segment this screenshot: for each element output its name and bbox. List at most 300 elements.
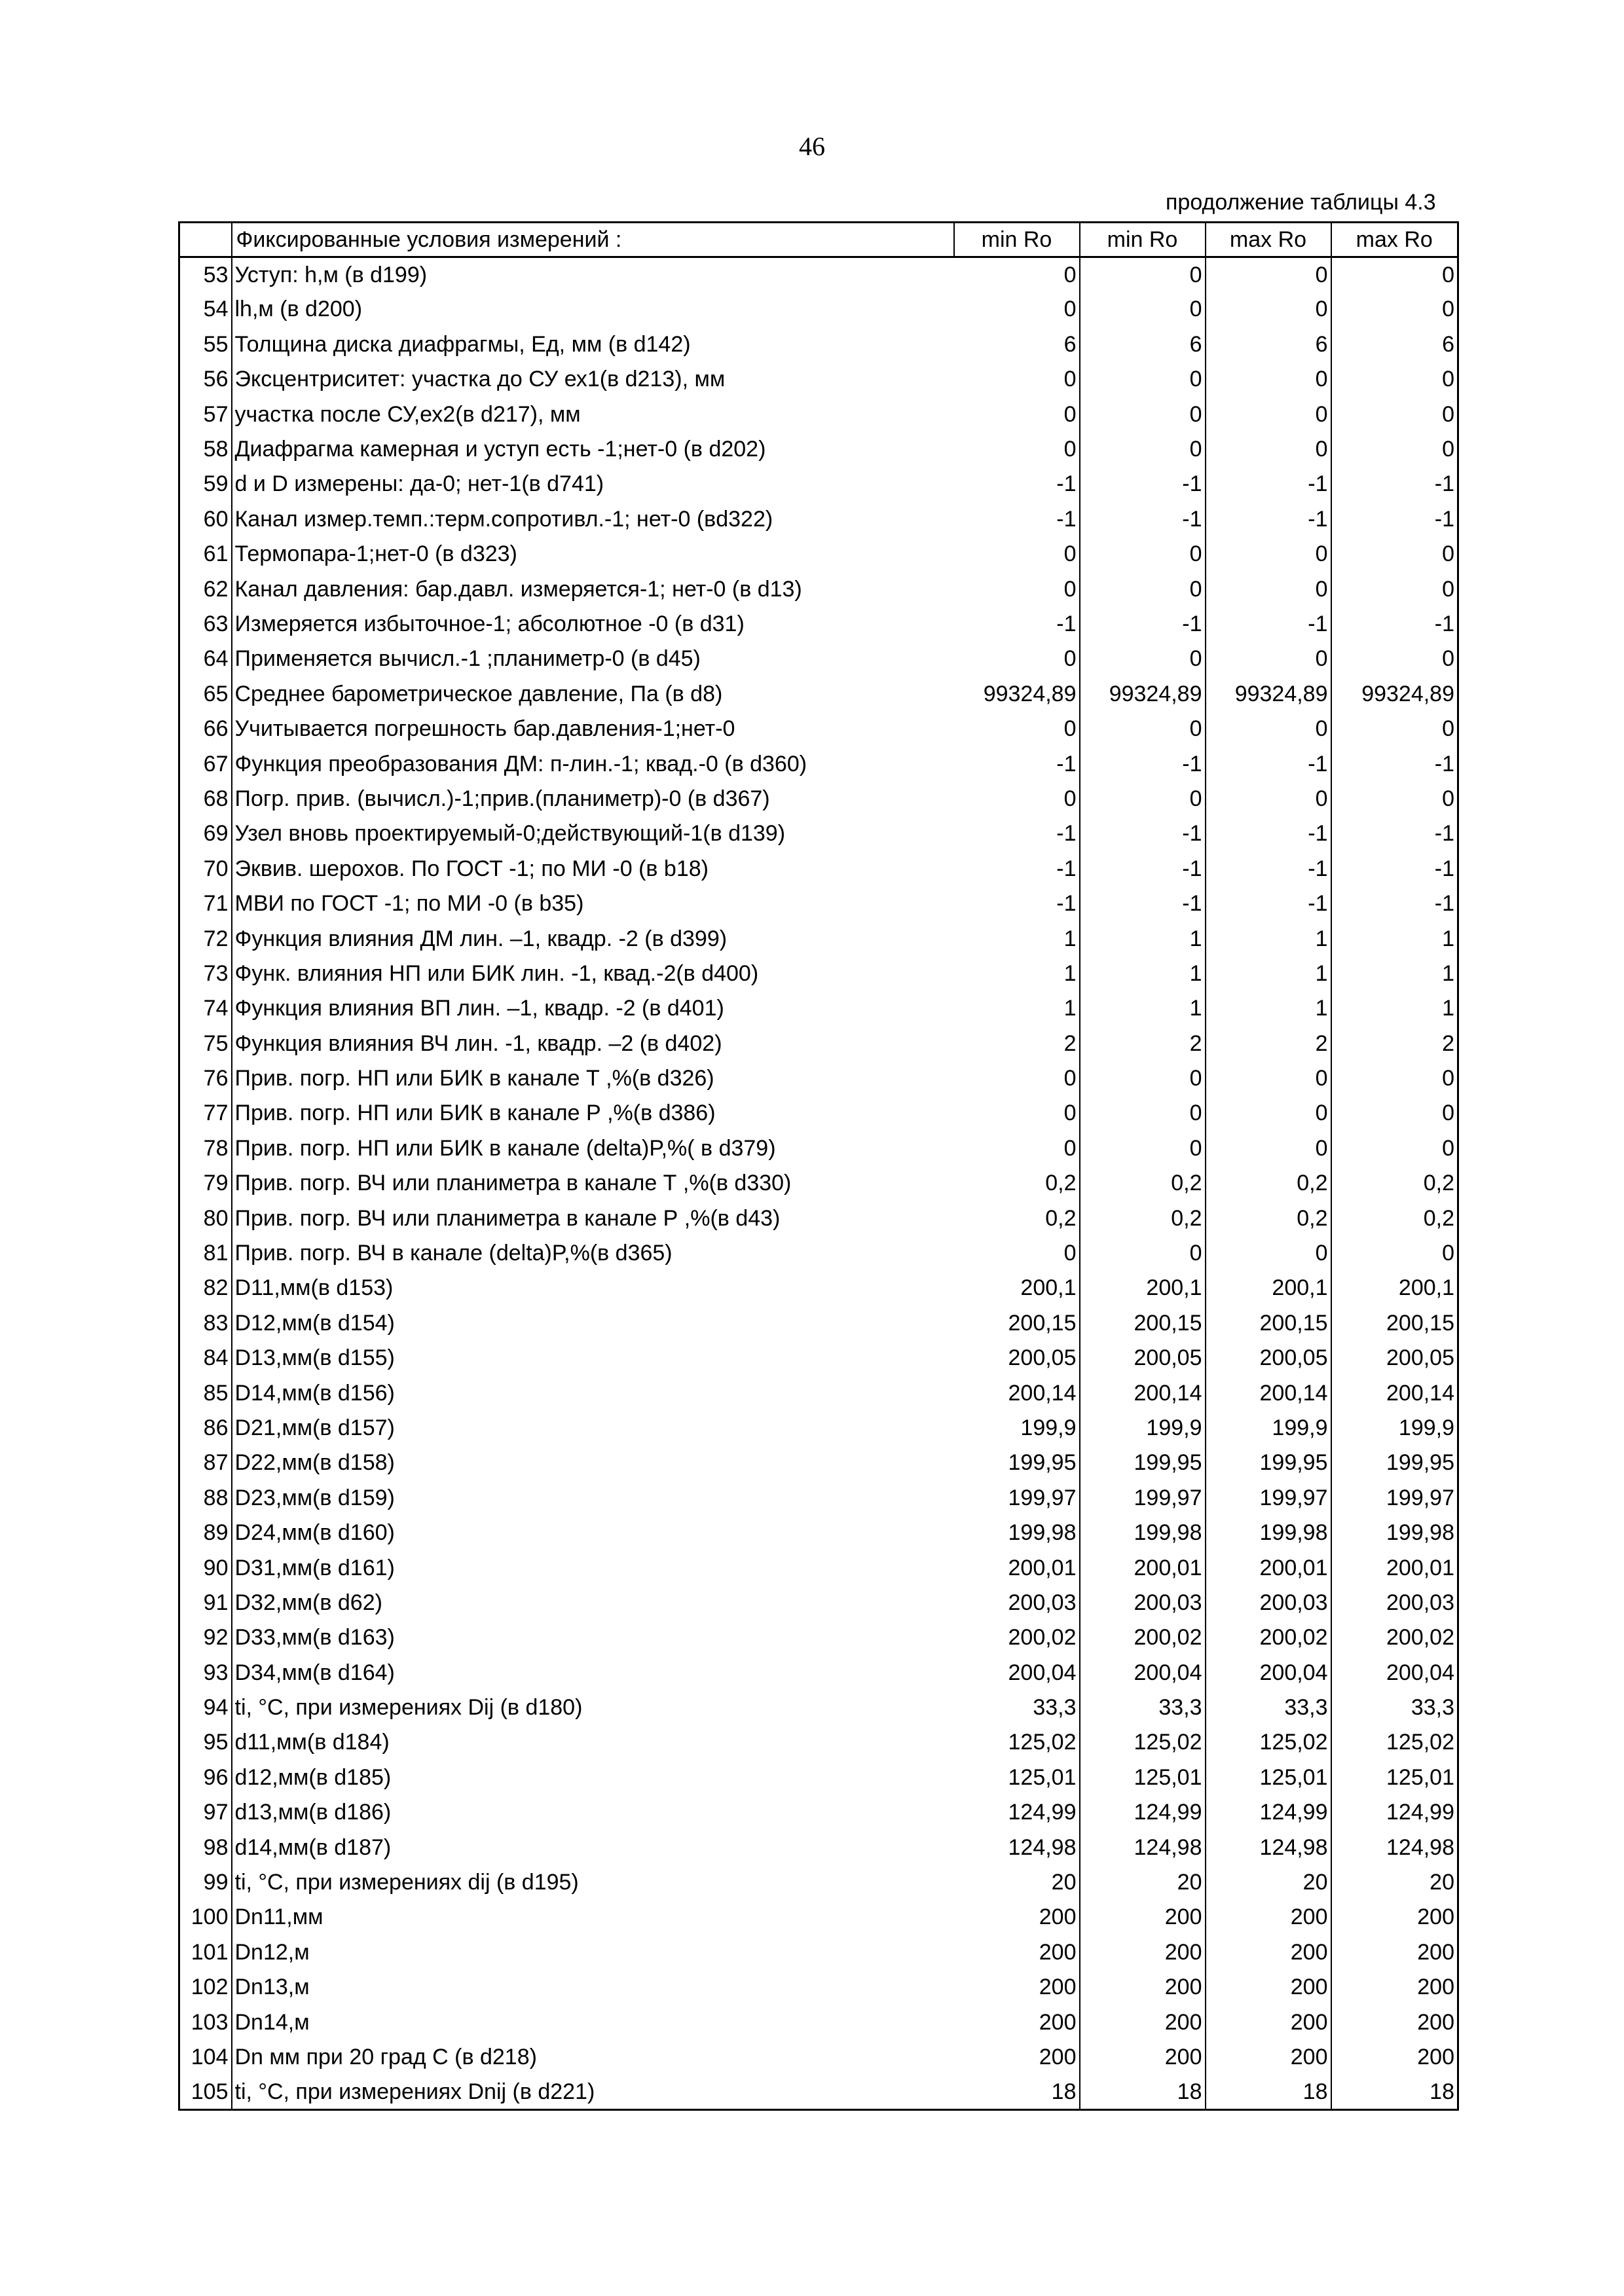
- table-row: [179, 1341, 1458, 1376]
- row-value-1: 200,03: [954, 1586, 1080, 1620]
- table-row: [179, 1970, 1458, 2005]
- row-value-3: 0: [1206, 1096, 1331, 1131]
- row-label: Учитывается погрешность бар.давления-1;нет-0: [234, 716, 735, 742]
- row-value-3: 20: [1206, 1865, 1331, 1900]
- row-value-4: 18: [1331, 2075, 1458, 2109]
- row-value-3: 200,04: [1206, 1656, 1331, 1690]
- table-row: [179, 852, 1458, 886]
- row-value-2: 18: [1080, 2075, 1206, 2109]
- row-number: 99: [179, 1865, 232, 1900]
- row-value-2: 0: [1080, 642, 1206, 676]
- row-number: 58: [179, 432, 232, 467]
- row-value-4: 0: [1331, 1131, 1458, 1166]
- row-value-1: 200,15: [954, 1306, 1080, 1341]
- row-value-2: 0: [1080, 1061, 1206, 1096]
- row-value-4: 199,98: [1331, 1516, 1458, 1550]
- row-label: Прив. погр. ВЧ или планиметра в канале Т ,%(в d330): [234, 1171, 792, 1196]
- row-label: Эквив. шерохов. По ГОСТ -1; по МИ -0 (в b18): [234, 856, 709, 881]
- row-value-4: 200,05: [1331, 1341, 1458, 1376]
- row-value-4: 0: [1331, 292, 1458, 327]
- header-column-4: max Ro: [1331, 223, 1458, 257]
- row-value-4: 124,99: [1331, 1795, 1458, 1830]
- row-value-4: 200: [1331, 1970, 1458, 2005]
- row-label: Прив. погр. НП или БИК в канале Т ,%(в d326): [234, 1066, 714, 1091]
- row-value-3: 0,2: [1206, 1201, 1331, 1235]
- table-row: [179, 572, 1458, 606]
- row-value-2: 0,2: [1080, 1201, 1206, 1235]
- table-header-row: [179, 223, 1458, 257]
- row-value-4: 0: [1331, 1236, 1458, 1271]
- row-value-4: 0: [1331, 642, 1458, 676]
- row-label: Функ. влияния НП или БИК лин. -1, квад.-2(в d400): [234, 960, 759, 986]
- row-label: Прив. погр. НП или БИК в канале Р ,%(в d386): [234, 1101, 716, 1126]
- row-number: 79: [179, 1166, 232, 1201]
- row-value-2: 200,02: [1080, 1620, 1206, 1655]
- row-label: D13,мм(в d155): [234, 1345, 395, 1371]
- row-value-1: 200,02: [954, 1620, 1080, 1655]
- measurement-conditions-table: [178, 221, 1459, 2111]
- table-row: [179, 1376, 1458, 1410]
- row-value-3: 200,03: [1206, 1586, 1331, 1620]
- table-row: [179, 1166, 1458, 1201]
- row-value-4: 1: [1331, 957, 1458, 991]
- row-value-2: 200,1: [1080, 1271, 1206, 1305]
- row-value-3: 200,1: [1206, 1271, 1331, 1305]
- table-row: [179, 1656, 1458, 1690]
- row-value-3: 200,02: [1206, 1620, 1331, 1655]
- row-value-3: 124,98: [1206, 1830, 1331, 1865]
- table-row: [179, 257, 1458, 292]
- row-value-2: 200: [1080, 2040, 1206, 2075]
- row-value-2: 124,99: [1080, 1795, 1206, 1830]
- row-label: ti, °С, при измерениях Dij (в d180): [234, 1695, 583, 1721]
- row-value-4: 2: [1331, 1026, 1458, 1061]
- row-value-3: 200,15: [1206, 1306, 1331, 1341]
- row-value-3: 0: [1206, 292, 1331, 327]
- row-value-2: 0: [1080, 397, 1206, 431]
- row-value-1: 200,01: [954, 1550, 1080, 1585]
- row-label: Dn мм при 20 град С (в d218): [234, 2045, 537, 2069]
- row-value-2: 0: [1080, 572, 1206, 606]
- table-row: [179, 677, 1458, 712]
- row-label: Эксцентриситет: участка до СУ ех1(в d213), мм: [234, 367, 726, 392]
- row-value-3: 200: [1206, 1935, 1331, 1970]
- row-value-3: -1: [1206, 502, 1331, 537]
- row-value-3: 18: [1206, 2075, 1331, 2109]
- header-column-2: min Ro: [1080, 223, 1206, 257]
- row-value-3: 200: [1206, 2005, 1331, 2039]
- table-row: [179, 467, 1458, 501]
- row-label: D11,мм(в d153): [234, 1275, 394, 1301]
- row-value-2: 200: [1080, 2005, 1206, 2039]
- row-value-1: 199,9: [954, 1411, 1080, 1446]
- table-row: [179, 1795, 1458, 1830]
- table-row: [179, 642, 1458, 676]
- row-value-4: 20: [1331, 1865, 1458, 1900]
- row-value-4: 99324,89: [1331, 677, 1458, 712]
- table-row: [179, 1550, 1458, 1585]
- row-value-1: 124,99: [954, 1795, 1080, 1830]
- row-value-3: -1: [1206, 607, 1331, 642]
- row-label: D23,мм(в d159): [234, 1485, 395, 1510]
- row-value-2: 2: [1080, 1026, 1206, 1061]
- row-number: 105: [179, 2075, 232, 2109]
- row-value-2: 200,14: [1080, 1376, 1206, 1410]
- table-row: [179, 1725, 1458, 1760]
- row-label: D24,мм(в d160): [234, 1520, 395, 1546]
- row-number: 65: [179, 677, 232, 712]
- row-value-3: -1: [1206, 746, 1331, 781]
- table-row: [179, 1481, 1458, 1516]
- row-value-1: 200: [954, 1970, 1080, 2005]
- row-number: 88: [179, 1481, 232, 1516]
- row-number: 85: [179, 1376, 232, 1410]
- row-label: d14,мм(в d187): [234, 1834, 392, 1860]
- row-value-1: 0: [954, 362, 1080, 397]
- row-value-1: 200,14: [954, 1376, 1080, 1410]
- row-value-2: 199,95: [1080, 1446, 1206, 1480]
- table-row: [179, 1061, 1458, 1096]
- row-value-2: 20: [1080, 1865, 1206, 1900]
- row-number: 100: [179, 1900, 232, 1935]
- row-value-3: 124,99: [1206, 1795, 1331, 1830]
- row-label: Среднее барометрическое давление, Па (в d8): [234, 681, 723, 706]
- row-number: 80: [179, 1201, 232, 1235]
- row-value-2: 0: [1080, 432, 1206, 467]
- row-label: Уступ: h,м (в d199): [234, 262, 428, 287]
- row-value-1: 0: [954, 572, 1080, 606]
- row-label: Dn11,мм: [234, 1904, 323, 1930]
- row-value-4: 1: [1331, 921, 1458, 956]
- row-value-1: 0: [954, 1061, 1080, 1096]
- row-value-2: 0: [1080, 362, 1206, 397]
- row-value-4: 0: [1331, 712, 1458, 746]
- row-number: 75: [179, 1026, 232, 1061]
- row-value-2: 200: [1080, 1935, 1206, 1970]
- row-number: 93: [179, 1656, 232, 1690]
- row-label: Измеряется избыточное-1; абсолютное -0 (в d31): [234, 611, 745, 636]
- row-value-3: 0: [1206, 432, 1331, 467]
- row-value-2: 200,03: [1080, 1586, 1206, 1620]
- row-value-1: 200: [954, 1935, 1080, 1970]
- table-row: [179, 537, 1458, 572]
- row-value-3: 0: [1206, 397, 1331, 431]
- table-row: [179, 991, 1458, 1026]
- row-number: 77: [179, 1096, 232, 1131]
- row-value-3: 33,3: [1206, 1690, 1331, 1725]
- row-value-4: -1: [1331, 852, 1458, 886]
- table-row: [179, 886, 1458, 921]
- row-label: МВИ по ГОСТ -1; по МИ -0 (в b35): [234, 891, 584, 917]
- row-value-2: -1: [1080, 816, 1206, 851]
- row-value-1: 125,02: [954, 1725, 1080, 1760]
- row-value-3: 0: [1206, 1131, 1331, 1166]
- table-row: [179, 1236, 1458, 1271]
- row-value-4: 1: [1331, 991, 1458, 1026]
- row-value-1: 0: [954, 292, 1080, 327]
- row-number: 92: [179, 1620, 232, 1655]
- row-value-1: 0: [954, 642, 1080, 676]
- row-value-2: 200,15: [1080, 1306, 1206, 1341]
- row-value-2: 200,04: [1080, 1656, 1206, 1690]
- row-label: d11,мм(в d184): [234, 1730, 390, 1755]
- row-value-1: 1: [954, 957, 1080, 991]
- row-value-4: 0: [1331, 257, 1458, 292]
- row-value-1: 0: [954, 1131, 1080, 1166]
- table-body: [179, 257, 1458, 2110]
- row-value-1: 0: [954, 432, 1080, 467]
- row-number: 67: [179, 746, 232, 781]
- header-label: Фиксированные условия измерений :: [232, 223, 954, 257]
- row-value-4: 199,97: [1331, 1481, 1458, 1516]
- row-value-4: 200,15: [1331, 1306, 1458, 1341]
- row-number: 55: [179, 327, 232, 362]
- row-value-3: 0: [1206, 537, 1331, 572]
- page-number: 46: [799, 132, 825, 161]
- row-value-3: 199,9: [1206, 1411, 1331, 1446]
- row-number: 59: [179, 467, 232, 501]
- row-value-2: 0: [1080, 1096, 1206, 1131]
- row-label: D12,мм(в d154): [234, 1310, 395, 1336]
- row-number: 98: [179, 1830, 232, 1865]
- row-value-1: 0: [954, 1096, 1080, 1131]
- row-value-1: 0: [954, 1236, 1080, 1271]
- row-value-4: 200,1: [1331, 1271, 1458, 1305]
- row-value-3: 125,01: [1206, 1760, 1331, 1795]
- row-label: Канал давления: бар.давл. измеряется-1; нет-0 (в d13): [234, 576, 802, 602]
- row-value-3: 0: [1206, 257, 1331, 292]
- row-value-2: -1: [1080, 467, 1206, 501]
- row-label: d и D измерены: да-0; нет-1(в d741): [234, 471, 604, 497]
- table-row: [179, 2040, 1458, 2075]
- row-value-2: 1: [1080, 991, 1206, 1026]
- row-value-3: -1: [1206, 816, 1331, 851]
- row-value-3: -1: [1206, 886, 1331, 921]
- row-value-2: 199,9: [1080, 1411, 1206, 1446]
- table-row: [179, 1306, 1458, 1341]
- row-value-3: 125,02: [1206, 1725, 1331, 1760]
- row-value-3: 1: [1206, 957, 1331, 991]
- row-number: 104: [179, 2040, 232, 2075]
- row-value-2: 99324,89: [1080, 677, 1206, 712]
- row-number: 72: [179, 921, 232, 956]
- table-row: [179, 1026, 1458, 1061]
- row-number: 56: [179, 362, 232, 397]
- table-row: [179, 782, 1458, 816]
- row-value-3: 99324,89: [1206, 677, 1331, 712]
- row-number: 83: [179, 1306, 232, 1341]
- row-value-1: -1: [954, 502, 1080, 537]
- row-number: 70: [179, 852, 232, 886]
- row-value-3: 1: [1206, 991, 1331, 1026]
- row-value-1: 200: [954, 1900, 1080, 1935]
- row-number: 82: [179, 1271, 232, 1305]
- row-number: 53: [179, 257, 232, 292]
- row-value-4: 0: [1331, 432, 1458, 467]
- row-label: Прив. погр. ВЧ в канале (delta)P,%(в d365): [234, 1241, 673, 1266]
- row-label: Узел вновь проектируемый-0;действующий-1(в d139): [234, 821, 786, 847]
- row-value-4: 0: [1331, 572, 1458, 606]
- row-value-4: 0: [1331, 362, 1458, 397]
- row-label: Толщина диска диафрагмы, Ед, мм (в d142): [234, 331, 691, 357]
- table-row: [179, 327, 1458, 362]
- row-label: ti, °С, при измерениях dij (в d195): [234, 1870, 579, 1895]
- row-value-4: 0: [1331, 782, 1458, 816]
- row-number: 91: [179, 1586, 232, 1620]
- row-number: 63: [179, 607, 232, 642]
- row-value-2: 200,01: [1080, 1550, 1206, 1585]
- row-label: Функция влияния ДМ лин. –1, квадр. -2 (в d399): [234, 926, 728, 951]
- row-value-2: 0: [1080, 292, 1206, 327]
- row-value-1: 6: [954, 327, 1080, 362]
- row-value-2: 200: [1080, 1900, 1206, 1935]
- table-row: [179, 397, 1458, 431]
- row-label: Прив. погр. ВЧ или планиметра в канале Р ,%(в d43): [234, 1205, 781, 1231]
- row-label: lh,м (в d200): [234, 297, 363, 322]
- row-value-2: 1: [1080, 957, 1206, 991]
- row-value-1: 0,2: [954, 1166, 1080, 1201]
- row-value-1: -1: [954, 467, 1080, 501]
- row-number: 90: [179, 1550, 232, 1585]
- row-value-1: 33,3: [954, 1690, 1080, 1725]
- row-value-2: -1: [1080, 502, 1206, 537]
- row-number: 64: [179, 642, 232, 676]
- row-number: 68: [179, 782, 232, 816]
- table-row: [179, 1516, 1458, 1550]
- header-column-3: max Ro: [1206, 223, 1331, 257]
- row-label: Функция влияния ВЧ лин. -1, квадр. –2 (в d402): [234, 1030, 722, 1056]
- row-value-4: 0,2: [1331, 1166, 1458, 1201]
- row-value-4: 200,02: [1331, 1620, 1458, 1655]
- row-value-3: 6: [1206, 327, 1331, 362]
- row-value-2: -1: [1080, 886, 1206, 921]
- row-number: 78: [179, 1131, 232, 1166]
- table-row: [179, 607, 1458, 642]
- row-value-2: -1: [1080, 852, 1206, 886]
- table-caption: продолжение таблицы 4.3: [1166, 190, 1436, 215]
- row-value-4: 200,14: [1331, 1376, 1458, 1410]
- row-label: D32,мм(в d62): [234, 1590, 382, 1615]
- row-value-1: -1: [954, 746, 1080, 781]
- row-value-2: -1: [1080, 607, 1206, 642]
- row-number: 74: [179, 991, 232, 1026]
- row-label: Функция преобразования ДМ: п-лин.-1; квад.-0 (в d360): [234, 751, 807, 776]
- row-number: 103: [179, 2005, 232, 2039]
- row-number: 87: [179, 1446, 232, 1480]
- row-value-3: 0: [1206, 1061, 1331, 1096]
- row-value-2: 0: [1080, 537, 1206, 572]
- row-label: Dn13,м: [234, 1975, 310, 2000]
- table-row: [179, 1131, 1458, 1166]
- row-value-1: 0: [954, 712, 1080, 746]
- row-number: 102: [179, 1970, 232, 2005]
- row-value-3: 0: [1206, 1236, 1331, 1271]
- row-label: d13,мм(в d186): [234, 1800, 392, 1825]
- row-label: Диафрагма камерная и уступ есть -1;нет-0 (в d202): [234, 437, 766, 462]
- table-row: [179, 957, 1458, 991]
- table-row: [179, 1935, 1458, 1970]
- table-row: [179, 502, 1458, 537]
- row-value-1: 0: [954, 782, 1080, 816]
- row-value-4: 125,02: [1331, 1725, 1458, 1760]
- row-number: 84: [179, 1341, 232, 1376]
- row-value-4: 0: [1331, 1061, 1458, 1096]
- row-value-2: 0: [1080, 1131, 1206, 1166]
- row-value-1: 99324,89: [954, 677, 1080, 712]
- row-value-2: 125,01: [1080, 1760, 1206, 1795]
- table-row: [179, 1830, 1458, 1865]
- row-value-1: 0: [954, 397, 1080, 431]
- table-row: [179, 2005, 1458, 2039]
- row-value-4: 200: [1331, 2005, 1458, 2039]
- row-value-1: 200,1: [954, 1271, 1080, 1305]
- row-value-3: 0: [1206, 362, 1331, 397]
- row-value-2: 33,3: [1080, 1690, 1206, 1725]
- row-value-4: -1: [1331, 502, 1458, 537]
- row-value-4: -1: [1331, 467, 1458, 501]
- row-number: 94: [179, 1690, 232, 1725]
- row-number: 73: [179, 957, 232, 991]
- row-label: D33,мм(в d163): [234, 1625, 395, 1650]
- row-value-1: 199,98: [954, 1516, 1080, 1550]
- row-value-3: 2: [1206, 1026, 1331, 1061]
- row-label: D22,мм(в d158): [234, 1450, 395, 1476]
- row-value-2: 1: [1080, 921, 1206, 956]
- row-value-4: 33,3: [1331, 1690, 1458, 1725]
- row-value-1: 1: [954, 991, 1080, 1026]
- row-value-4: 200,01: [1331, 1550, 1458, 1585]
- row-label: ti, °С, при измерениях Dnij (в d221): [232, 2075, 954, 2109]
- row-value-4: -1: [1331, 746, 1458, 781]
- row-number: 86: [179, 1411, 232, 1446]
- row-value-3: -1: [1206, 852, 1331, 886]
- row-label: d12,мм(в d185): [234, 1764, 392, 1790]
- table-row: [179, 1900, 1458, 1935]
- row-value-3: 0: [1206, 782, 1331, 816]
- row-label: D31,мм(в d161): [234, 1555, 395, 1580]
- row-value-3: 199,97: [1206, 1481, 1331, 1516]
- row-value-4: 0,2: [1331, 1201, 1458, 1235]
- row-value-2: 0: [1080, 712, 1206, 746]
- row-value-3: 200: [1206, 2040, 1331, 2075]
- row-number: 62: [179, 572, 232, 606]
- table-row: [179, 432, 1458, 467]
- table-row: [179, 746, 1458, 781]
- row-value-3: 199,98: [1206, 1516, 1331, 1550]
- row-value-1: -1: [954, 607, 1080, 642]
- row-number: 101: [179, 1935, 232, 1970]
- table-row: [179, 921, 1458, 956]
- row-value-2: -1: [1080, 746, 1206, 781]
- row-value-4: 200,03: [1331, 1586, 1458, 1620]
- row-label: участка после СУ,ех2(в d217), мм: [234, 401, 581, 427]
- row-number: 61: [179, 537, 232, 572]
- row-label: Применяется вычисл.-1 ;планиметр-0 (в d45): [234, 646, 701, 672]
- row-number: 57: [179, 397, 232, 431]
- row-value-1: 200,04: [954, 1656, 1080, 1690]
- row-value-4: 0: [1331, 537, 1458, 572]
- row-value-4: 125,01: [1331, 1760, 1458, 1795]
- table-row: [179, 1865, 1458, 1900]
- row-value-1: 200: [954, 2040, 1080, 2075]
- row-value-3: 0: [1206, 712, 1331, 746]
- row-value-3: 0,2: [1206, 1166, 1331, 1201]
- row-value-3: 200,14: [1206, 1376, 1331, 1410]
- row-value-4: -1: [1331, 886, 1458, 921]
- table-row: [179, 816, 1458, 851]
- row-value-2: 6: [1080, 327, 1206, 362]
- row-value-2: 200,05: [1080, 1341, 1206, 1376]
